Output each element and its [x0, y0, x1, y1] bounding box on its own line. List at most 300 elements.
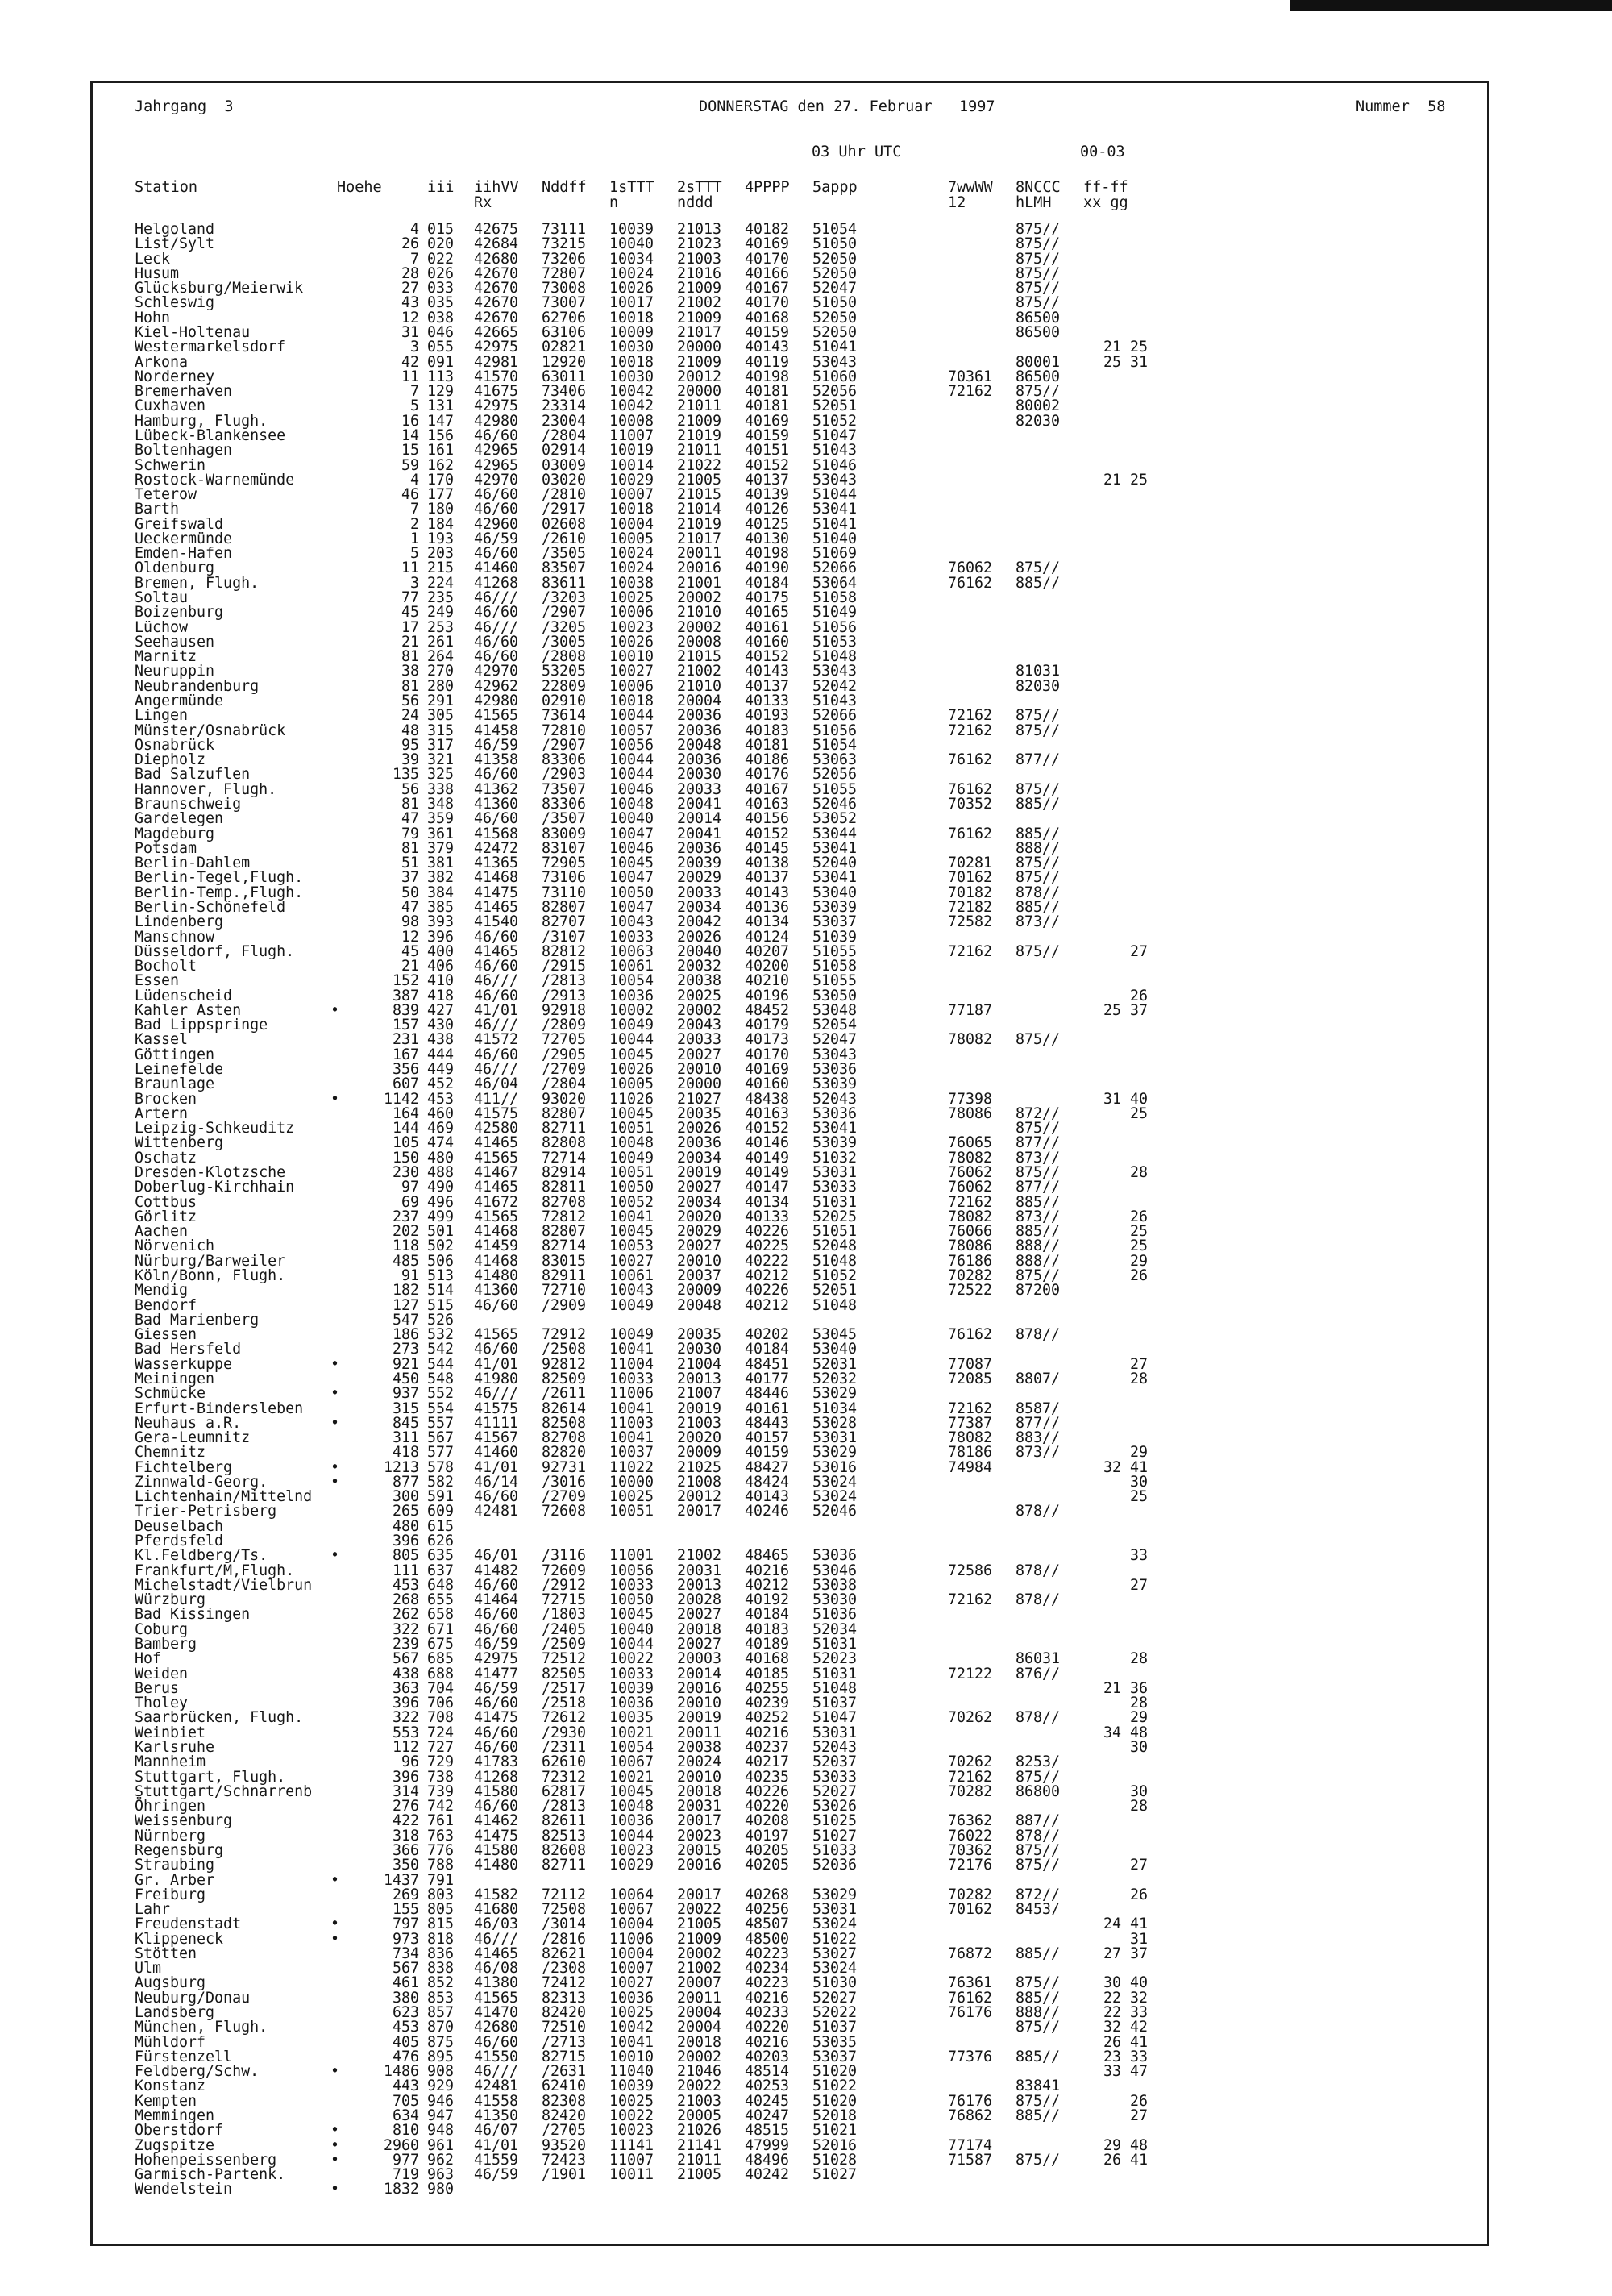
- group-nddff: 82807: [542, 1223, 587, 1241]
- group-2sttt: 20030: [677, 1341, 722, 1358]
- wind-gusts: [1083, 532, 1148, 547]
- station-id: 675: [427, 1636, 455, 1653]
- wind-gusts: 21 25: [1103, 471, 1148, 489]
- group-1sttt: 10004: [609, 1945, 654, 1962]
- group-8nccc: [1016, 1077, 1080, 1092]
- station-name: Hof: [135, 1650, 162, 1668]
- group-5appp: 52031: [812, 1355, 858, 1373]
- station-name: Weinbiet: [135, 1724, 206, 1741]
- group-4pppp: 47999: [745, 2136, 790, 2154]
- group-nddff: /2930: [542, 1724, 587, 1741]
- station-id: 704: [427, 1679, 455, 1697]
- group-1sttt: 10004: [609, 515, 654, 533]
- group-8nccc: 875//: [1016, 383, 1061, 401]
- group-1sttt: 10047: [609, 869, 654, 887]
- station-name: Schleswig: [135, 294, 215, 312]
- mountain-mark: [330, 709, 347, 723]
- station-name: Bendorf: [135, 1296, 197, 1314]
- station-height: 7: [409, 383, 419, 401]
- group-1sttt: 10061: [609, 1267, 654, 1284]
- group-8nccc: [1016, 1063, 1080, 1077]
- group-7wwww: [948, 296, 1012, 310]
- wind-gusts: [1083, 311, 1148, 326]
- mountain-mark: [330, 915, 347, 930]
- group-nddff: 82420: [542, 2107, 587, 2124]
- group-5appp: 52056: [812, 383, 858, 401]
- group-8nccc: [1016, 605, 1080, 620]
- group-2sttt: 20026: [677, 1120, 722, 1138]
- station-height: 50: [401, 884, 419, 901]
- group-nddff: 72714: [542, 1149, 587, 1167]
- group-2sttt: 20038: [677, 1738, 722, 1756]
- group-2sttt: 21004: [677, 1355, 722, 1373]
- group-8nccc: 877//: [1016, 751, 1061, 769]
- mountain-mark: [330, 1151, 347, 1166]
- station-id: 658: [427, 1606, 455, 1624]
- col-4pppp: 4PPPP: [745, 179, 790, 196]
- group-8nccc: 86500: [1016, 309, 1061, 327]
- group-1sttt: 10006: [609, 604, 654, 622]
- wind-gusts: 33 47: [1103, 2063, 1148, 2081]
- wind-gusts: 25 31: [1103, 353, 1148, 371]
- station-name: Freudenstadt: [135, 1915, 242, 1933]
- group-1sttt: 10039: [609, 221, 654, 238]
- station-id: 542: [427, 1341, 455, 1358]
- station-id: 235: [427, 589, 455, 607]
- group-4pppp: 40200: [745, 958, 790, 975]
- station-id: 156: [427, 426, 455, 444]
- station-name: Berus: [135, 1679, 180, 1697]
- group-2sttt: 20042: [677, 913, 722, 931]
- group-4pppp: 40210: [745, 972, 790, 990]
- group-nddff: 23004: [542, 412, 587, 430]
- group-7wwww: 77398: [948, 1090, 993, 1108]
- group-4pppp: 40225: [745, 1237, 790, 1255]
- group-1sttt: 10030: [609, 339, 654, 356]
- station-height: 81: [401, 648, 419, 666]
- wind-gusts: 27: [1129, 2107, 1148, 2124]
- group-nddff: 63011: [542, 368, 587, 385]
- group-1sttt: 10010: [609, 2048, 654, 2065]
- group-7wwww: 72162: [948, 707, 993, 725]
- group-5appp: 51020: [812, 2063, 858, 2081]
- col-1sttt: 1sTTT: [609, 179, 654, 196]
- group-2sttt: 20000: [677, 383, 722, 401]
- station-id: 026: [427, 264, 455, 282]
- group-nddff: 82505: [542, 1665, 587, 1682]
- group-iihvv: 41783: [474, 1753, 519, 1771]
- group-1sttt: 10042: [609, 397, 654, 415]
- group-4pppp: 40216: [745, 2033, 790, 2051]
- group-2sttt: 21009: [677, 309, 722, 327]
- group-nddff: 82608: [542, 1841, 587, 1859]
- station-height: 719: [392, 2166, 419, 2184]
- group-4pppp: 40125: [745, 515, 790, 533]
- wind-gusts: [1083, 414, 1148, 429]
- group-nddff: /2905: [542, 1046, 587, 1063]
- col-8nccc: 8NCCC: [1016, 179, 1061, 196]
- group-2sttt: 20002: [677, 2048, 722, 2065]
- group-nddff: 82807: [542, 1104, 587, 1122]
- station-id: 554: [427, 1400, 455, 1417]
- group-5appp: 53028: [812, 1414, 858, 1432]
- group-nddff: 22809: [542, 677, 587, 695]
- station-height: 231: [392, 1031, 419, 1049]
- station-name: Berlin-Schönefeld: [135, 898, 286, 916]
- group-8nccc: [1016, 502, 1080, 517]
- station-height: 607: [392, 1075, 419, 1093]
- group-iihvv: 46/60: [474, 1046, 519, 1063]
- station-name: Bad Salzuflen: [135, 766, 251, 784]
- group-4pppp: 40147: [745, 1179, 790, 1196]
- station-height: 485: [392, 1252, 419, 1270]
- group-8nccc: [1016, 1342, 1080, 1357]
- group-7wwww: [948, 2079, 1012, 2094]
- station-id: 591: [427, 1488, 455, 1506]
- station-height: 186: [392, 1326, 419, 1344]
- group-7wwww: [948, 621, 1012, 635]
- group-iihvv: 42684: [474, 235, 519, 253]
- station-name: Frankfurt/M,Flugh.: [135, 1562, 295, 1579]
- group-2sttt: 20000: [677, 339, 722, 356]
- station-name: Gera-Leumnitz: [135, 1429, 251, 1447]
- group-8nccc: 878//: [1016, 1591, 1061, 1609]
- station-name: Oberstdorf: [135, 2122, 224, 2140]
- station-height: 95: [401, 736, 419, 754]
- group-7wwww: 76176: [948, 2092, 993, 2110]
- group-7wwww: 78086: [948, 1104, 993, 1122]
- group-5appp: 53045: [812, 1326, 858, 1344]
- group-5appp: 51051: [812, 1223, 858, 1241]
- group-nddff: /2813: [542, 1798, 587, 1816]
- group-5appp: 51058: [812, 589, 858, 607]
- group-iihvv: 41565: [474, 1326, 519, 1344]
- group-7wwww: [948, 252, 1012, 267]
- group-1sttt: [609, 2182, 674, 2197]
- group-1sttt: [609, 1520, 674, 1534]
- group-5appp: 51027: [812, 2166, 858, 2184]
- group-7wwww: 76162: [948, 751, 993, 769]
- group-nddff: 93520: [542, 2136, 587, 2154]
- station-name: Braunlage: [135, 1075, 215, 1093]
- group-nddff: /2610: [542, 530, 587, 547]
- group-iihvv: 41467: [474, 1164, 519, 1181]
- group-5appp: 51044: [812, 486, 858, 504]
- group-5appp: 53064: [812, 574, 858, 592]
- group-5appp: 53029: [812, 1444, 858, 1462]
- group-5appp: 53039: [812, 1134, 858, 1152]
- group-7wwww: [948, 443, 1012, 458]
- group-nddff: 82313: [542, 1989, 587, 2007]
- station-height: 366: [392, 1841, 419, 1859]
- wind-gusts: [1083, 1623, 1148, 1637]
- group-1sttt: 10002: [609, 1001, 654, 1019]
- group-5appp: 53024: [812, 1488, 858, 1506]
- group-5appp: 52066: [812, 707, 858, 725]
- group-5appp: 53063: [812, 751, 858, 769]
- station-id: 280: [427, 677, 455, 695]
- group-nddff: /3016: [542, 1473, 587, 1491]
- group-nddff: 93020: [542, 1090, 587, 1108]
- group-8nccc: [1016, 2182, 1080, 2197]
- group-4pppp: 40226: [745, 1223, 790, 1241]
- group-8nccc: [1016, 459, 1080, 473]
- mountain-mark: [330, 267, 347, 281]
- station-id: 147: [427, 412, 455, 430]
- group-1sttt: 10048: [609, 1134, 654, 1152]
- group-iihvv: 46///: [474, 1385, 519, 1403]
- group-5appp: 51031: [812, 1636, 858, 1653]
- group-4pppp: 40226: [745, 1782, 790, 1800]
- group-4pppp: 40184: [745, 1606, 790, 1624]
- group-2sttt: 20043: [677, 1017, 722, 1034]
- wind-gusts: [1083, 871, 1148, 885]
- station-id: 963: [427, 2166, 455, 2184]
- station-name: Deuselbach: [135, 1517, 224, 1535]
- group-nddff: /2912: [542, 1576, 587, 1594]
- group-5appp: 51033: [812, 1841, 858, 1859]
- group-iihvv: 46/59: [474, 2166, 519, 2184]
- group-4pppp: 40216: [745, 1724, 790, 1741]
- station-name: Nürnberg: [135, 1827, 206, 1845]
- wind-gusts: [1083, 650, 1148, 664]
- group-4pppp: 40181: [745, 397, 790, 415]
- group-iihvv: [474, 2182, 538, 2197]
- station-height: 265: [392, 1503, 419, 1520]
- group-8nccc: 8453/: [1016, 1901, 1061, 1919]
- group-4pppp: 40137: [745, 869, 790, 887]
- wind-gusts: 25: [1129, 1223, 1148, 1241]
- group-iihvv: 41565: [474, 1149, 519, 1167]
- station-id: 557: [427, 1414, 455, 1432]
- wind-gusts: [1083, 518, 1148, 532]
- group-1sttt: 10027: [609, 1252, 654, 1270]
- group-iihvv: 41672: [474, 1193, 519, 1211]
- station-height: 56: [401, 693, 419, 709]
- group-4pppp: 40216: [745, 1562, 790, 1579]
- station-name: Konstanz: [135, 2078, 206, 2095]
- group-8nccc: [1016, 1682, 1080, 1696]
- mountain-mark: [330, 1991, 347, 2006]
- mountain-mark: [330, 1741, 347, 1755]
- station-id: 648: [427, 1576, 455, 1594]
- station-name: Trier-Petrisberg: [135, 1503, 277, 1520]
- group-1sttt: 11022: [609, 1458, 654, 1476]
- group-2sttt: 20019: [677, 1400, 722, 1417]
- group-2sttt: 20031: [677, 1798, 722, 1816]
- group-2sttt: 20017: [677, 1886, 722, 1903]
- group-iihvv: 42670: [474, 309, 519, 327]
- group-iihvv: 41380: [474, 1974, 519, 1992]
- station-height: 24: [401, 707, 419, 725]
- group-8nccc: 8807/: [1016, 1370, 1061, 1387]
- group-1sttt: 10005: [609, 530, 654, 547]
- group-5appp: 53033: [812, 1768, 858, 1786]
- station-name: Pferdsfeld: [135, 1533, 224, 1550]
- wind-gusts: [1083, 1814, 1148, 1828]
- station-name: Zinnwald-Georg.: [135, 1473, 268, 1491]
- group-4pppp: 40152: [745, 456, 790, 474]
- group-7wwww: [948, 1917, 1012, 1932]
- group-4pppp: 40160: [745, 1075, 790, 1093]
- group-7wwww: 77387: [948, 1414, 993, 1432]
- group-nddff: /2816: [542, 1930, 587, 1948]
- wind-gusts: [1083, 429, 1148, 443]
- station-height: 12: [401, 928, 419, 946]
- group-iihvv: 42981: [474, 353, 519, 371]
- station-id: 253: [427, 618, 455, 636]
- group-nddff: /2405: [542, 1620, 587, 1638]
- wind-gusts: [1083, 1063, 1148, 1077]
- group-nddff: /2611: [542, 1385, 587, 1403]
- group-4pppp: 40138: [745, 855, 790, 872]
- station-id: 488: [427, 1164, 455, 1181]
- group-iihvv: 46/60: [474, 1296, 519, 1314]
- group-1sttt: 10019: [609, 442, 654, 460]
- wind-gusts: [1083, 1299, 1148, 1313]
- wind-gusts: [1083, 1387, 1148, 1401]
- group-8nccc: [1016, 473, 1080, 488]
- group-5appp: 53029: [812, 1385, 858, 1403]
- group-4pppp: 40247: [745, 2107, 790, 2124]
- station-id: 035: [427, 294, 455, 312]
- wind-gusts: 26 41: [1103, 2151, 1148, 2169]
- station-name: Freiburg: [135, 1886, 206, 1903]
- group-5appp: 52027: [812, 1782, 858, 1800]
- group-7wwww: 76361: [948, 1974, 993, 1992]
- wind-gusts: [1083, 886, 1148, 901]
- group-2sttt: 21027: [677, 1090, 722, 1108]
- group-1sttt: 10033: [609, 1370, 654, 1387]
- station-id: 577: [427, 1444, 455, 1462]
- group-nddff: [542, 1520, 606, 1534]
- station-name: Berlin-Tegel,Flugh.: [135, 869, 304, 887]
- mountain-mark: [330, 1593, 347, 1608]
- group-nddff: /3107: [542, 928, 587, 946]
- group-7wwww: 77187: [948, 1001, 993, 1019]
- group-iihvv: 41675: [474, 383, 519, 401]
- group-4pppp: 40168: [745, 1650, 790, 1668]
- group-7wwww: [948, 311, 1012, 326]
- station-name: Doberlug-Kirchhain: [135, 1179, 295, 1196]
- group-iihvv: 46/60: [474, 1576, 519, 1594]
- group-7wwww: 72182: [948, 898, 993, 916]
- station-height: 363: [392, 1679, 419, 1697]
- mountain-mark: [330, 664, 347, 679]
- station-name: Schwerin: [135, 456, 206, 474]
- group-iihvv: 42665: [474, 323, 519, 341]
- group-1sttt: 10006: [609, 677, 654, 695]
- group-2sttt: 20016: [677, 1679, 722, 1697]
- group-1sttt: 10025: [609, 2004, 654, 2022]
- station-height: 567: [392, 1650, 419, 1668]
- group-iihvv: 46/59: [474, 530, 519, 547]
- group-8nccc: 885//: [1016, 795, 1061, 813]
- wind-gusts: 23 33: [1103, 2048, 1148, 2065]
- group-iihvv: 41460: [474, 559, 519, 577]
- station-id: 685: [427, 1650, 455, 1668]
- group-4pppp: 48427: [745, 1458, 790, 1476]
- group-iihvv: 42975: [474, 339, 519, 356]
- wind-gusts: [1083, 724, 1148, 738]
- station-height: 311: [392, 1429, 419, 1447]
- wind-gusts: [1083, 767, 1148, 782]
- group-4pppp: 40190: [745, 559, 790, 577]
- mountain-mark: [330, 252, 347, 267]
- group-4pppp: 40163: [745, 1104, 790, 1122]
- station-height: 237: [392, 1208, 419, 1225]
- group-1sttt: 11026: [609, 1090, 654, 1108]
- group-4pppp: 48452: [745, 1001, 790, 1019]
- station-name: Rostock-Warnemünde: [135, 471, 295, 489]
- group-1sttt: 10036: [609, 1812, 654, 1830]
- group-2sttt: 20031: [677, 1562, 722, 1579]
- group-2sttt: 21011: [677, 442, 722, 460]
- station-id: 502: [427, 1237, 455, 1255]
- group-8nccc: 873//: [1016, 913, 1061, 931]
- station-id: 688: [427, 1665, 455, 1682]
- group-iihvv: 41480: [474, 1857, 519, 1874]
- group-5appp: 53027: [812, 1945, 858, 1962]
- group-7wwww: 76062: [948, 559, 993, 577]
- group-7wwww: [948, 635, 1012, 650]
- mountain-mark: [330, 1210, 347, 1225]
- mountain-mark: [330, 724, 347, 738]
- station-name: Gr. Arber: [135, 1871, 215, 1889]
- group-nddff: /2509: [542, 1636, 587, 1653]
- group-4pppp: 40134: [745, 1193, 790, 1211]
- group-2sttt: 20002: [677, 589, 722, 607]
- group-2sttt: 20010: [677, 1768, 722, 1786]
- station-name: Wasserkuppe: [135, 1355, 233, 1373]
- group-4pppp: 40181: [745, 736, 790, 754]
- wind-gusts: [1083, 812, 1148, 826]
- station-height: 51: [401, 855, 419, 872]
- mountain-mark: [330, 1180, 347, 1195]
- station-id: 325: [427, 766, 455, 784]
- group-8nccc: [1016, 488, 1080, 502]
- group-5appp: 51040: [812, 530, 858, 547]
- group-iihvv: 41482: [474, 1562, 519, 1579]
- station-height: 79: [401, 825, 419, 842]
- group-4pppp: 40143: [745, 1488, 790, 1506]
- station-height: 553: [392, 1724, 419, 1741]
- wind-gusts: 34 48: [1103, 1724, 1148, 1741]
- station-name: München, Flugh.: [135, 2019, 268, 2036]
- group-4pppp: 48500: [745, 1930, 790, 1948]
- station-name: Öhringen: [135, 1798, 206, 1816]
- station-height: 623: [392, 2004, 419, 2022]
- group-8nccc: [1016, 1726, 1080, 1741]
- group-nddff: 23314: [542, 397, 587, 415]
- station-id: 895: [427, 2048, 455, 2065]
- station-height: 21: [401, 958, 419, 975]
- station-height: 45: [401, 604, 419, 622]
- mountain-mark: [330, 974, 347, 988]
- group-4pppp: 40235: [745, 1768, 790, 1786]
- group-5appp: 52048: [812, 1237, 858, 1255]
- group-5appp: 53036: [812, 1061, 858, 1079]
- station-id: 857: [427, 2004, 455, 2022]
- station-name: Glücksburg/Meierwik: [135, 280, 304, 297]
- station-height: 7: [409, 250, 419, 268]
- group-iihvv: 41358: [474, 751, 519, 769]
- station-height: 27: [401, 280, 419, 297]
- col-iii: iii: [427, 179, 455, 196]
- wind-gusts: [1083, 561, 1148, 576]
- station-height: 38: [401, 663, 419, 680]
- station-name: Stötten: [135, 1945, 197, 1962]
